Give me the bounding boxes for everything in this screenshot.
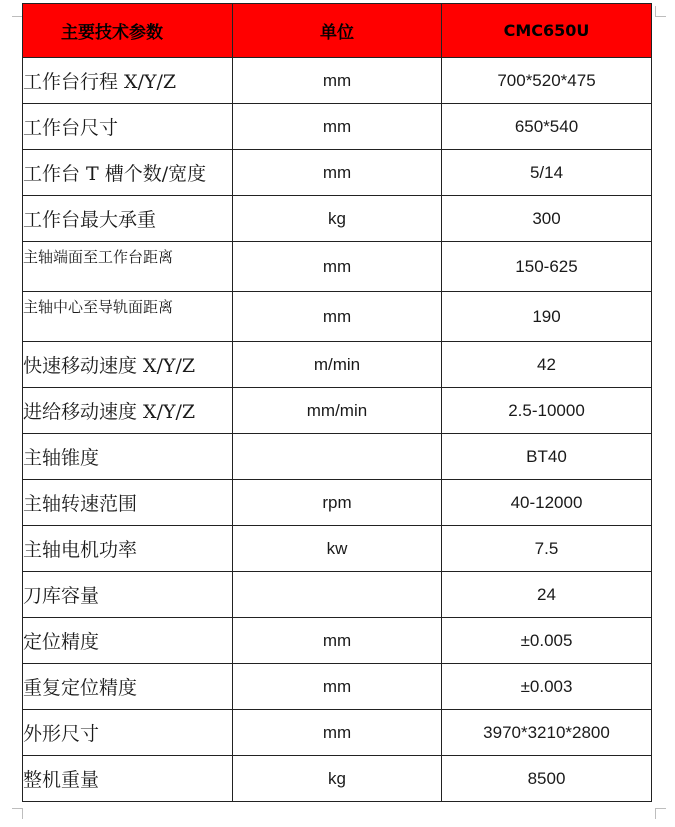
unit-cell: mm bbox=[233, 292, 442, 342]
page-corner-mark bbox=[655, 6, 666, 17]
table-header-row bbox=[23, 4, 652, 58]
unit-cell bbox=[233, 434, 442, 480]
value-cell: 190 bbox=[442, 292, 652, 342]
page-corner-mark bbox=[655, 808, 666, 819]
param-cell: 主轴中心至导轨面距离 bbox=[23, 292, 233, 342]
value-cell: 7.5 bbox=[442, 526, 652, 572]
header-model: CMC650U bbox=[442, 4, 652, 58]
param-cell: 快速移动速度 X/Y/Z bbox=[23, 342, 233, 388]
param-cell: 定位精度 bbox=[23, 618, 233, 664]
table-row bbox=[23, 756, 652, 802]
param-cell: 工作台尺寸 bbox=[23, 104, 233, 150]
table-row bbox=[23, 664, 652, 710]
unit-cell: rpm bbox=[233, 480, 442, 526]
param-cell: 工作台行程 X/Y/Z bbox=[23, 58, 233, 104]
table-row bbox=[23, 242, 652, 292]
param-cell: 主轴转速范围 bbox=[23, 480, 233, 526]
header-unit: 单位 bbox=[233, 4, 442, 58]
table-row bbox=[23, 434, 652, 480]
table-row bbox=[23, 150, 652, 196]
unit-cell: mm bbox=[233, 664, 442, 710]
table-row bbox=[23, 710, 652, 756]
unit-cell: mm bbox=[233, 618, 442, 664]
param-cell: 主轴电机功率 bbox=[23, 526, 233, 572]
param-cell: 刀库容量 bbox=[23, 572, 233, 618]
page-corner-mark bbox=[12, 808, 23, 819]
unit-cell: mm bbox=[233, 58, 442, 104]
value-cell: 2.5-10000 bbox=[442, 388, 652, 434]
spec-table bbox=[22, 3, 652, 802]
table-row bbox=[23, 196, 652, 242]
value-cell: 3970*3210*2800 bbox=[442, 710, 652, 756]
value-cell: 40-12000 bbox=[442, 480, 652, 526]
param-cell: 外形尺寸 bbox=[23, 710, 233, 756]
value-cell: ±0.005 bbox=[442, 618, 652, 664]
unit-cell: mm bbox=[233, 242, 442, 292]
unit-cell: mm bbox=[233, 150, 442, 196]
param-cell: 重复定位精度 bbox=[23, 664, 233, 710]
param-cell: 工作台 T 槽个数/宽度 bbox=[23, 150, 233, 196]
param-cell: 工作台最大承重 bbox=[23, 196, 233, 242]
value-cell: 150-625 bbox=[442, 242, 652, 292]
header-param: 主要技术参数 bbox=[23, 4, 233, 58]
value-cell: ±0.003 bbox=[442, 664, 652, 710]
table-row bbox=[23, 618, 652, 664]
value-cell: 700*520*475 bbox=[442, 58, 652, 104]
table-row bbox=[23, 480, 652, 526]
table-row bbox=[23, 572, 652, 618]
unit-cell: kg bbox=[233, 756, 442, 802]
unit-cell: kw bbox=[233, 526, 442, 572]
value-cell: BT40 bbox=[442, 434, 652, 480]
table-row bbox=[23, 342, 652, 388]
unit-cell: mm bbox=[233, 710, 442, 756]
param-cell: 主轴端面至工作台距离 bbox=[23, 242, 233, 292]
table-row bbox=[23, 104, 652, 150]
value-cell: 42 bbox=[442, 342, 652, 388]
param-cell: 主轴锥度 bbox=[23, 434, 233, 480]
unit-cell bbox=[233, 572, 442, 618]
value-cell: 24 bbox=[442, 572, 652, 618]
table-row bbox=[23, 388, 652, 434]
param-cell: 整机重量 bbox=[23, 756, 233, 802]
param-cell: 进给移动速度 X/Y/Z bbox=[23, 388, 233, 434]
value-cell: 650*540 bbox=[442, 104, 652, 150]
value-cell: 300 bbox=[442, 196, 652, 242]
table-row bbox=[23, 58, 652, 104]
unit-cell: kg bbox=[233, 196, 442, 242]
value-cell: 8500 bbox=[442, 756, 652, 802]
unit-cell: mm bbox=[233, 104, 442, 150]
unit-cell: m/min bbox=[233, 342, 442, 388]
table-row bbox=[23, 292, 652, 342]
table-row bbox=[23, 526, 652, 572]
value-cell: 5/14 bbox=[442, 150, 652, 196]
unit-cell: mm/min bbox=[233, 388, 442, 434]
